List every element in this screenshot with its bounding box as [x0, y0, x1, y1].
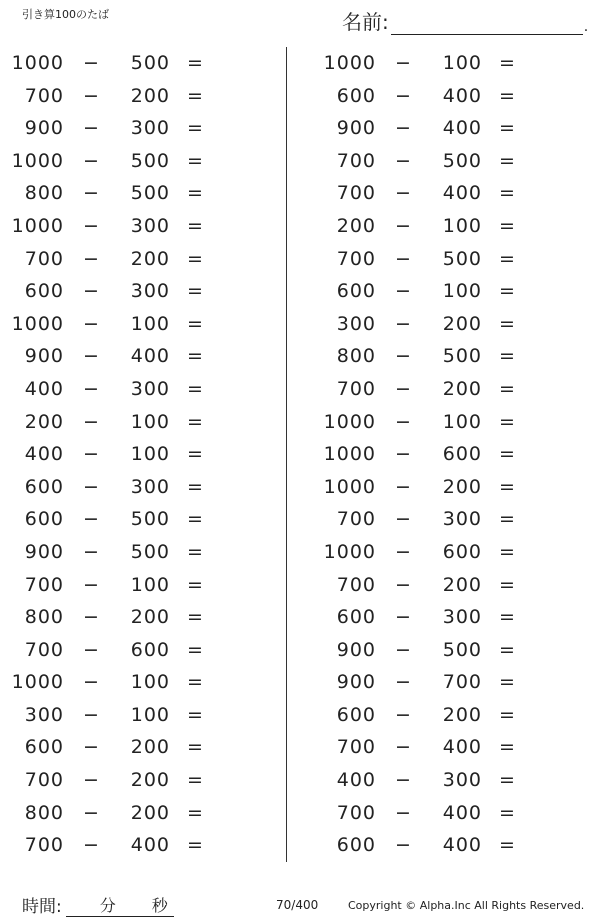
copyright-text: Copyright © Alpha.Inc All Rights Reserved. — [348, 899, 585, 912]
equals-sign: = — [187, 638, 204, 661]
minus-sign: − — [83, 671, 100, 694]
problem-row — [4, 570, 264, 603]
minuend: 700 — [336, 573, 376, 596]
subtrahend: 500 — [130, 508, 170, 531]
problem-row — [4, 732, 264, 765]
minuend: 600 — [24, 280, 64, 303]
subtrahend: 400 — [442, 182, 482, 205]
equals-sign: = — [187, 508, 204, 531]
right-problem-column — [316, 48, 576, 863]
minus-sign: − — [83, 834, 100, 857]
subtrahend: 500 — [442, 345, 482, 368]
subtrahend: 100 — [442, 410, 482, 433]
problem-row — [316, 798, 576, 831]
minus-sign: − — [83, 801, 100, 824]
problem-row — [316, 765, 576, 798]
minuend: 1000 — [323, 540, 376, 563]
equals-sign: = — [499, 606, 516, 629]
problem-row — [316, 602, 576, 635]
minus-sign: − — [395, 117, 412, 140]
minus-sign: − — [395, 182, 412, 205]
equals-sign: = — [499, 573, 516, 596]
minus-sign: − — [83, 247, 100, 270]
minus-sign: − — [83, 410, 100, 433]
minuend: 700 — [336, 247, 376, 270]
subtrahend: 200 — [130, 736, 170, 759]
minuend: 900 — [336, 671, 376, 694]
problem-row — [316, 830, 576, 863]
minus-sign: − — [83, 508, 100, 531]
equals-sign: = — [187, 475, 204, 498]
minuend: 200 — [24, 410, 64, 433]
minus-sign: − — [83, 703, 100, 726]
minuend: 800 — [24, 801, 64, 824]
minus-sign: − — [83, 475, 100, 498]
minus-sign: − — [83, 182, 100, 205]
minus-sign: − — [395, 834, 412, 857]
problem-row — [4, 178, 264, 211]
equals-sign: = — [187, 247, 204, 270]
subtrahend: 400 — [442, 736, 482, 759]
minuend: 900 — [24, 540, 64, 563]
minus-sign: − — [83, 573, 100, 596]
problem-row — [316, 439, 576, 472]
minus-sign: − — [395, 703, 412, 726]
minuend: 700 — [24, 834, 64, 857]
minus-sign: − — [83, 117, 100, 140]
name-dot: . — [583, 19, 589, 35]
equals-sign: = — [499, 508, 516, 531]
minus-sign: − — [395, 475, 412, 498]
subtrahend: 300 — [442, 769, 482, 792]
problem-row — [316, 472, 576, 505]
equals-sign: = — [499, 247, 516, 270]
problem-row — [4, 113, 264, 146]
problem-row — [316, 504, 576, 537]
minuend: 600 — [336, 84, 376, 107]
minus-sign: − — [395, 214, 412, 237]
minus-sign: − — [83, 540, 100, 563]
problem-row — [316, 570, 576, 603]
equals-sign: = — [499, 214, 516, 237]
subtrahend: 600 — [442, 443, 482, 466]
minus-sign: − — [83, 345, 100, 368]
problem-row — [316, 146, 576, 179]
subtrahend: 200 — [442, 475, 482, 498]
minuend: 1000 — [11, 671, 64, 694]
equals-sign: = — [499, 638, 516, 661]
subtrahend: 600 — [130, 638, 170, 661]
minus-sign: − — [395, 606, 412, 629]
problem-row — [4, 537, 264, 570]
time-blank-line[interactable] — [66, 896, 174, 917]
minus-sign: − — [395, 573, 412, 596]
page-number: 70/400 — [276, 898, 319, 912]
minus-sign: − — [395, 410, 412, 433]
equals-sign: = — [499, 475, 516, 498]
equals-sign: = — [187, 377, 204, 400]
equals-sign: = — [187, 540, 204, 563]
minuend: 600 — [336, 280, 376, 303]
minuend: 900 — [24, 345, 64, 368]
subtrahend: 100 — [442, 280, 482, 303]
subtrahend: 200 — [442, 312, 482, 335]
name-label: 名前: — [342, 10, 389, 34]
subtrahend: 500 — [442, 247, 482, 270]
problem-row — [4, 798, 264, 831]
minuend: 1000 — [323, 410, 376, 433]
minuend: 800 — [24, 606, 64, 629]
minuend: 700 — [336, 149, 376, 172]
minuend: 900 — [336, 638, 376, 661]
subtrahend: 100 — [130, 443, 170, 466]
minuend: 900 — [24, 117, 64, 140]
equals-sign: = — [187, 182, 204, 205]
equals-sign: = — [187, 736, 204, 759]
subtrahend: 100 — [442, 52, 482, 74]
problem-row — [316, 276, 576, 309]
minuend: 1000 — [11, 214, 64, 237]
minus-sign: − — [83, 606, 100, 629]
equals-sign: = — [499, 312, 516, 335]
minuend: 1000 — [11, 312, 64, 335]
subtrahend: 400 — [442, 834, 482, 857]
problem-row — [4, 276, 264, 309]
subtrahend: 700 — [442, 671, 482, 694]
minus-sign: − — [395, 508, 412, 531]
equals-sign: = — [499, 540, 516, 563]
subtrahend: 300 — [442, 508, 482, 531]
minus-sign: − — [83, 214, 100, 237]
subtrahend: 200 — [130, 769, 170, 792]
equals-sign: = — [499, 345, 516, 368]
equals-sign: = — [187, 671, 204, 694]
problem-row — [4, 765, 264, 798]
worksheet-title: 引き算100のたば — [22, 8, 109, 21]
problem-row — [316, 667, 576, 700]
problem-row — [4, 374, 264, 407]
minuend: 700 — [336, 377, 376, 400]
equals-sign: = — [499, 769, 516, 792]
minus-sign: − — [83, 149, 100, 172]
minus-sign: − — [83, 736, 100, 759]
minuend: 600 — [336, 606, 376, 629]
minus-sign: − — [395, 671, 412, 694]
subtrahend: 100 — [130, 410, 170, 433]
equals-sign: = — [499, 703, 516, 726]
name-field — [342, 6, 588, 35]
minuend: 600 — [336, 703, 376, 726]
minus-sign: − — [395, 52, 412, 74]
problem-row — [316, 700, 576, 733]
minus-sign: − — [83, 769, 100, 792]
problem-row — [4, 309, 264, 342]
equals-sign: = — [499, 801, 516, 824]
subtrahend: 500 — [130, 182, 170, 205]
subtrahend: 400 — [442, 801, 482, 824]
minuend: 600 — [24, 475, 64, 498]
subtrahend: 200 — [442, 377, 482, 400]
minuend: 800 — [336, 345, 376, 368]
problem-row — [4, 667, 264, 700]
subtrahend: 200 — [442, 703, 482, 726]
problem-row — [316, 113, 576, 146]
equals-sign: = — [499, 280, 516, 303]
problem-row — [4, 146, 264, 179]
minuend: 1000 — [323, 52, 376, 74]
equals-sign: = — [499, 149, 516, 172]
problem-row — [4, 700, 264, 733]
equals-sign: = — [187, 801, 204, 824]
subtrahend: 300 — [130, 377, 170, 400]
problem-row — [4, 830, 264, 863]
minuend: 300 — [336, 312, 376, 335]
equals-sign: = — [499, 117, 516, 140]
minutes-label: 分 — [99, 896, 116, 915]
problem-row — [4, 407, 264, 440]
subtrahend: 500 — [442, 638, 482, 661]
problem-row — [316, 537, 576, 570]
subtrahend: 400 — [130, 345, 170, 368]
minus-sign: − — [83, 638, 100, 661]
minus-sign: − — [395, 280, 412, 303]
minuend: 700 — [24, 769, 64, 792]
subtrahend: 300 — [130, 117, 170, 140]
equals-sign: = — [499, 671, 516, 694]
minus-sign: − — [395, 247, 412, 270]
equals-sign: = — [499, 834, 516, 857]
minus-sign: − — [395, 84, 412, 107]
minus-sign: − — [83, 52, 100, 74]
minuend: 700 — [336, 182, 376, 205]
minuend: 700 — [336, 508, 376, 531]
problem-row — [316, 309, 576, 342]
minuend: 700 — [24, 247, 64, 270]
minuend: 700 — [336, 801, 376, 824]
problem-row — [4, 504, 264, 537]
minuend: 700 — [24, 573, 64, 596]
problem-row — [4, 602, 264, 635]
problem-row — [4, 211, 264, 244]
problem-row — [4, 81, 264, 114]
equals-sign: = — [187, 345, 204, 368]
minus-sign: − — [395, 443, 412, 466]
minuend: 700 — [24, 84, 64, 107]
equals-sign: = — [187, 573, 204, 596]
minuend: 400 — [24, 443, 64, 466]
subtrahend: 200 — [442, 573, 482, 596]
equals-sign: = — [187, 84, 204, 107]
equals-sign: = — [187, 834, 204, 857]
equals-sign: = — [499, 410, 516, 433]
minus-sign: − — [83, 443, 100, 466]
minus-sign: − — [395, 638, 412, 661]
problem-row — [316, 341, 576, 374]
equals-sign: = — [499, 736, 516, 759]
minuend: 600 — [24, 508, 64, 531]
minus-sign: − — [395, 312, 412, 335]
minuend: 200 — [336, 214, 376, 237]
time-field — [22, 892, 174, 917]
minuend: 1000 — [11, 52, 64, 74]
equals-sign: = — [187, 149, 204, 172]
equals-sign: = — [187, 52, 204, 74]
problem-row — [4, 341, 264, 374]
problem-row — [4, 439, 264, 472]
subtrahend: 100 — [130, 703, 170, 726]
problem-row — [316, 635, 576, 668]
subtrahend: 100 — [130, 573, 170, 596]
subtrahend: 400 — [130, 834, 170, 857]
column-divider — [286, 47, 287, 862]
subtrahend: 200 — [130, 84, 170, 107]
subtrahend: 100 — [130, 671, 170, 694]
minuend: 1000 — [323, 443, 376, 466]
subtrahend: 500 — [130, 540, 170, 563]
equals-sign: = — [187, 606, 204, 629]
minuend: 700 — [336, 736, 376, 759]
equals-sign: = — [187, 410, 204, 433]
minuend: 400 — [336, 769, 376, 792]
problem-row — [316, 211, 576, 244]
problem-row — [316, 81, 576, 114]
problem-row — [316, 244, 576, 277]
problem-row — [4, 244, 264, 277]
problem-row — [316, 407, 576, 440]
equals-sign: = — [187, 280, 204, 303]
minus-sign: − — [395, 736, 412, 759]
minuend: 300 — [24, 703, 64, 726]
problem-row — [4, 635, 264, 668]
minus-sign: − — [395, 377, 412, 400]
subtrahend: 200 — [130, 606, 170, 629]
minuend: 600 — [336, 834, 376, 857]
subtrahend: 500 — [442, 149, 482, 172]
problem-row — [316, 178, 576, 211]
minus-sign: − — [395, 345, 412, 368]
seconds-label: 秒 — [151, 896, 168, 915]
minus-sign: − — [395, 149, 412, 172]
minuend: 1000 — [11, 149, 64, 172]
minus-sign: − — [83, 377, 100, 400]
problem-row — [316, 374, 576, 407]
equals-sign: = — [499, 84, 516, 107]
equals-sign: = — [187, 312, 204, 335]
subtrahend: 300 — [130, 280, 170, 303]
minuend: 800 — [24, 182, 64, 205]
equals-sign: = — [499, 182, 516, 205]
equals-sign: = — [187, 769, 204, 792]
subtrahend: 400 — [442, 84, 482, 107]
subtrahend: 300 — [130, 475, 170, 498]
subtrahend: 300 — [442, 606, 482, 629]
minus-sign: − — [83, 312, 100, 335]
subtrahend: 600 — [442, 540, 482, 563]
problem-row — [4, 472, 264, 505]
subtrahend: 100 — [130, 312, 170, 335]
minus-sign: − — [395, 801, 412, 824]
minuend: 1000 — [323, 475, 376, 498]
equals-sign: = — [499, 52, 516, 74]
equals-sign: = — [187, 214, 204, 237]
problem-row — [316, 48, 576, 81]
subtrahend: 500 — [130, 149, 170, 172]
minus-sign: − — [395, 769, 412, 792]
name-blank-line[interactable] — [391, 14, 583, 35]
subtrahend: 200 — [130, 247, 170, 270]
minus-sign: − — [395, 540, 412, 563]
subtrahend: 100 — [442, 214, 482, 237]
equals-sign: = — [187, 443, 204, 466]
minus-sign: − — [83, 280, 100, 303]
subtrahend: 200 — [130, 801, 170, 824]
equals-sign: = — [187, 703, 204, 726]
equals-sign: = — [187, 117, 204, 140]
problem-row — [316, 732, 576, 765]
minuend: 600 — [24, 736, 64, 759]
time-label: 時間: — [22, 897, 62, 917]
equals-sign: = — [499, 443, 516, 466]
minuend: 400 — [24, 377, 64, 400]
subtrahend: 300 — [130, 214, 170, 237]
subtrahend: 500 — [130, 52, 170, 74]
minus-sign: − — [83, 84, 100, 107]
subtrahend: 400 — [442, 117, 482, 140]
equals-sign: = — [499, 377, 516, 400]
minuend: 700 — [24, 638, 64, 661]
problem-row — [4, 48, 264, 81]
left-problem-column — [4, 48, 264, 863]
minuend: 900 — [336, 117, 376, 140]
